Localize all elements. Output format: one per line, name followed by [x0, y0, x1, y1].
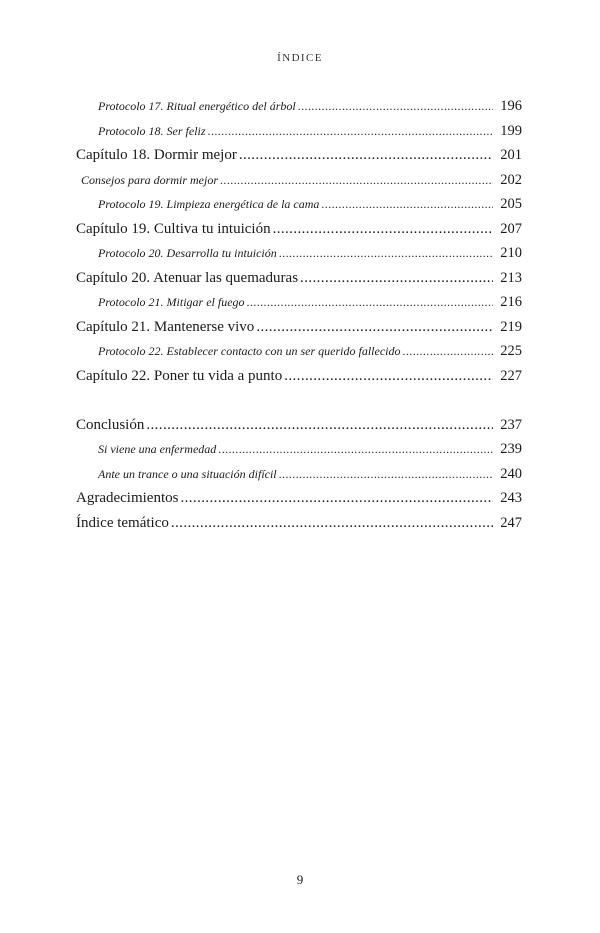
section-spacer: [76, 388, 522, 413]
toc-entry-title: Agradecimientos: [76, 490, 179, 506]
toc-entry-title: Capítulo 21. Mantenerse vivo: [76, 318, 255, 335]
dot-leader: [220, 168, 493, 193]
toc-entry-page: 196: [500, 98, 522, 114]
toc-entry-page: 225: [500, 343, 522, 359]
toc-entry-title: Si viene una enfermedad: [98, 442, 217, 456]
toc-entry-sleep-tips[interactable]: [76, 168, 522, 193]
toc-entry-chapter-21[interactable]: [76, 315, 522, 340]
toc-entry-page: 210: [500, 245, 522, 261]
toc-entry-page: 199: [500, 122, 522, 139]
dot-leader: [208, 119, 493, 144]
dot-leader: [279, 241, 493, 266]
dot-leader: [180, 486, 493, 511]
toc-entry-title: Conclusión: [76, 416, 145, 433]
toc-entry-page: 247: [500, 514, 522, 531]
toc-entry-page: 219: [500, 318, 522, 335]
dot-leader: [300, 266, 493, 291]
dot-leader: [273, 217, 493, 242]
toc-entry-title: Protocolo 20. Desarrolla tu intuición: [98, 246, 277, 260]
toc-entry-protocol-20[interactable]: [76, 241, 522, 266]
toc-entry-title: Protocolo 17. Ritual energético del árbol: [98, 99, 296, 113]
dot-leader: [146, 413, 493, 438]
toc-entry-protocol-17[interactable]: [76, 94, 522, 119]
table-of-contents: [76, 94, 522, 535]
toc-entry-chapter-22[interactable]: [76, 364, 522, 389]
toc-entry-page: 237: [500, 416, 522, 433]
dot-leader: [247, 290, 493, 315]
dot-leader: [298, 94, 493, 119]
dot-leader: [284, 364, 493, 389]
toc-entry-title: Capítulo 19. Cultiva tu intuición: [76, 220, 271, 237]
toc-entry-title: Protocolo 19. Limpieza energética de la cama: [98, 197, 320, 211]
dot-leader: [321, 192, 493, 217]
toc-entry-page: 207: [500, 220, 522, 237]
dot-leader: [403, 339, 494, 364]
toc-entry-title: Ante un trance o una situación difícil: [98, 466, 277, 481]
toc-entry-chapter-20[interactable]: [76, 266, 522, 291]
toc-entry-page: 213: [500, 269, 522, 286]
toc-entry-protocol-22[interactable]: [76, 339, 522, 364]
dot-leader: [256, 315, 493, 340]
toc-entry-title: Protocolo 21. Mitigar el fuego: [98, 295, 245, 309]
toc-entry-title: Capítulo 22. Poner tu vida a punto: [76, 367, 283, 384]
toc-entry-page: 216: [500, 294, 522, 310]
dot-leader: [171, 511, 493, 536]
page-number: 9: [296, 872, 304, 887]
toc-entry-difficult-situation[interactable]: [76, 462, 522, 487]
toc-entry-page: 201: [500, 147, 522, 163]
toc-entry-page: 240: [500, 465, 522, 482]
toc-entry-title: Índice temático: [76, 514, 169, 531]
running-header: ÍNDICE: [277, 52, 323, 64]
dot-leader: [279, 462, 493, 487]
toc-entry-page: 243: [500, 490, 522, 506]
toc-entry-title: Capítulo 20. Atenuar las quemaduras: [76, 269, 299, 286]
dot-leader: [239, 143, 493, 168]
toc-entry-protocol-19[interactable]: [76, 192, 522, 217]
toc-entry-title: Consejos para dormir mejor: [81, 172, 219, 187]
toc-entry-conclusion[interactable]: [76, 413, 522, 438]
toc-entry-title: Capítulo 18. Dormir mejor: [76, 147, 237, 163]
toc-entry-acknowledgements[interactable]: [76, 486, 522, 511]
toc-entry-page: 239: [500, 441, 522, 457]
toc-entry-illness[interactable]: [76, 437, 522, 462]
toc-entry-chapter-19[interactable]: [76, 217, 522, 242]
toc-entry-title: Protocolo 18. Ser feliz: [98, 123, 206, 138]
toc-entry-title: Protocolo 22. Establecer contacto con un ser querido fallecido: [98, 344, 401, 358]
toc-entry-thematic-index[interactable]: [76, 511, 522, 536]
dot-leader: [218, 437, 493, 462]
toc-entry-page: 202: [500, 171, 522, 188]
toc-entry-page: 205: [500, 196, 522, 212]
toc-entry-chapter-18[interactable]: [76, 143, 522, 168]
toc-entry-page: 227: [500, 367, 522, 384]
toc-entry-protocol-18[interactable]: [76, 119, 522, 144]
toc-entry-protocol-21[interactable]: [76, 290, 522, 315]
